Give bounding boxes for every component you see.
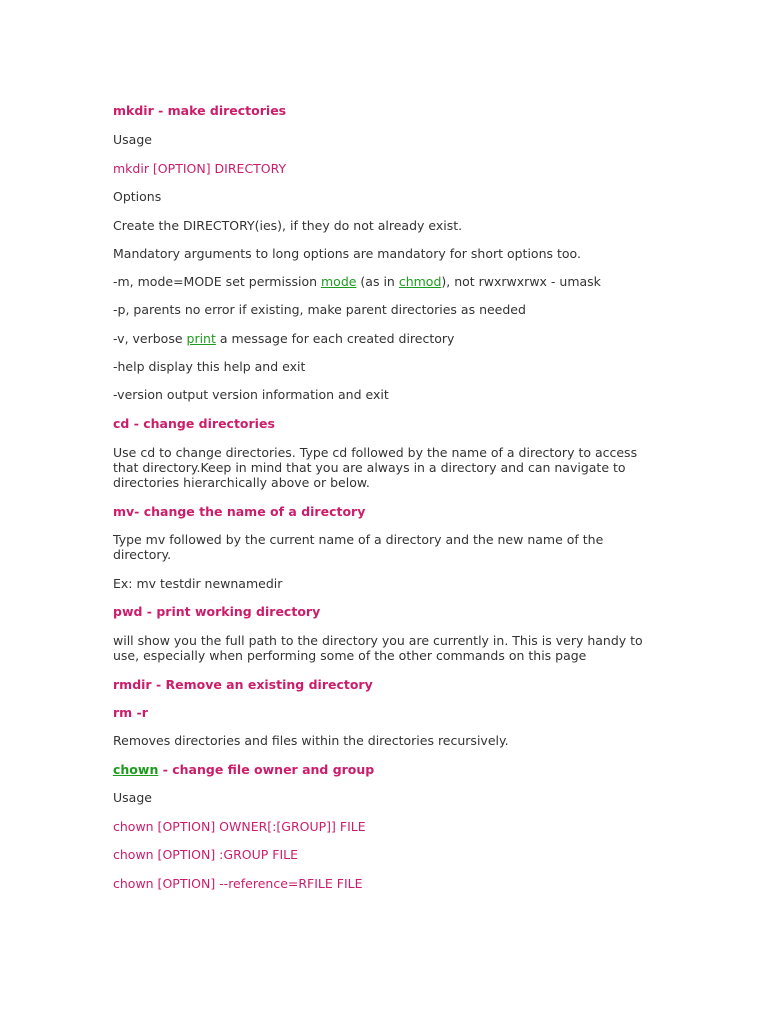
mkdir-note: Mandatory arguments to long options are mandatory for short options too. — [113, 246, 581, 261]
mkdir-option-help: -help display this help and exit — [113, 359, 306, 374]
print-link[interactable]: print — [186, 331, 216, 346]
mode-link[interactable]: mode — [321, 274, 357, 289]
option-m-middle: (as in — [356, 274, 399, 289]
chown-heading-suffix: - change file owner and group — [158, 762, 375, 777]
mkdir-heading: mkdir - make directories — [113, 103, 287, 118]
mkdir-option-p: -p, parents no error if existing, make parent directories as needed — [113, 302, 526, 317]
cd-heading: cd - change directories — [113, 416, 275, 431]
pwd-paragraph: will show you the full path to the directory you are currently in. This is very handy to use, especially when performing some of the other commands on this page — [113, 633, 643, 663]
rmdir-paragraph: Removes directories and files within the directories recursively. — [113, 733, 509, 748]
chown-heading — [113, 762, 658, 777]
mkdir-description: Create the DIRECTORY(ies), if they do not already exist. — [113, 218, 463, 233]
mv-example: Ex: mv testdir newnamedir — [113, 576, 283, 591]
rm-r-heading: rm -r — [113, 705, 148, 720]
mkdir-option-m — [113, 274, 658, 289]
chown-syntax-1: chown [OPTION] OWNER[:[GROUP]] FILE — [113, 819, 366, 834]
mkdir-syntax: mkdir [OPTION] DIRECTORY — [113, 161, 287, 176]
chown-syntax-3: chown [OPTION] --reference=RFILE FILE — [113, 876, 363, 891]
option-m-suffix: ), not rwxrwxrwx - umask — [441, 274, 601, 289]
mkdir-usage-label: Usage — [113, 132, 152, 147]
mv-heading: mv- change the name of a directory — [113, 504, 366, 519]
mkdir-option-v — [113, 331, 658, 346]
pwd-heading: pwd - print working directory — [113, 604, 321, 619]
chown-link[interactable]: chown — [113, 762, 159, 777]
option-v-suffix: a message for each created directory — [215, 331, 455, 346]
chown-usage-label: Usage — [113, 790, 152, 805]
chmod-link[interactable]: chmod — [398, 274, 442, 289]
option-v-prefix: -v, verbose — [113, 331, 187, 346]
mkdir-options-label: Options — [113, 189, 162, 204]
rmdir-heading: rmdir - Remove an existing directory — [113, 677, 373, 692]
chown-syntax-2: chown [OPTION] :GROUP FILE — [113, 847, 298, 862]
mkdir-option-version: -version output version information and exit — [113, 387, 389, 402]
mv-paragraph: Type mv followed by the current name of a directory and the new name of the directory. — [113, 532, 604, 562]
cd-paragraph: Use cd to change directories. Type cd followed by the name of a directory to access that directory.Keep in mind that you are always in a directory and can navigate to directories hierarchically above or below. — [113, 445, 638, 490]
option-m-prefix: -m, mode=MODE set permission — [113, 274, 321, 289]
